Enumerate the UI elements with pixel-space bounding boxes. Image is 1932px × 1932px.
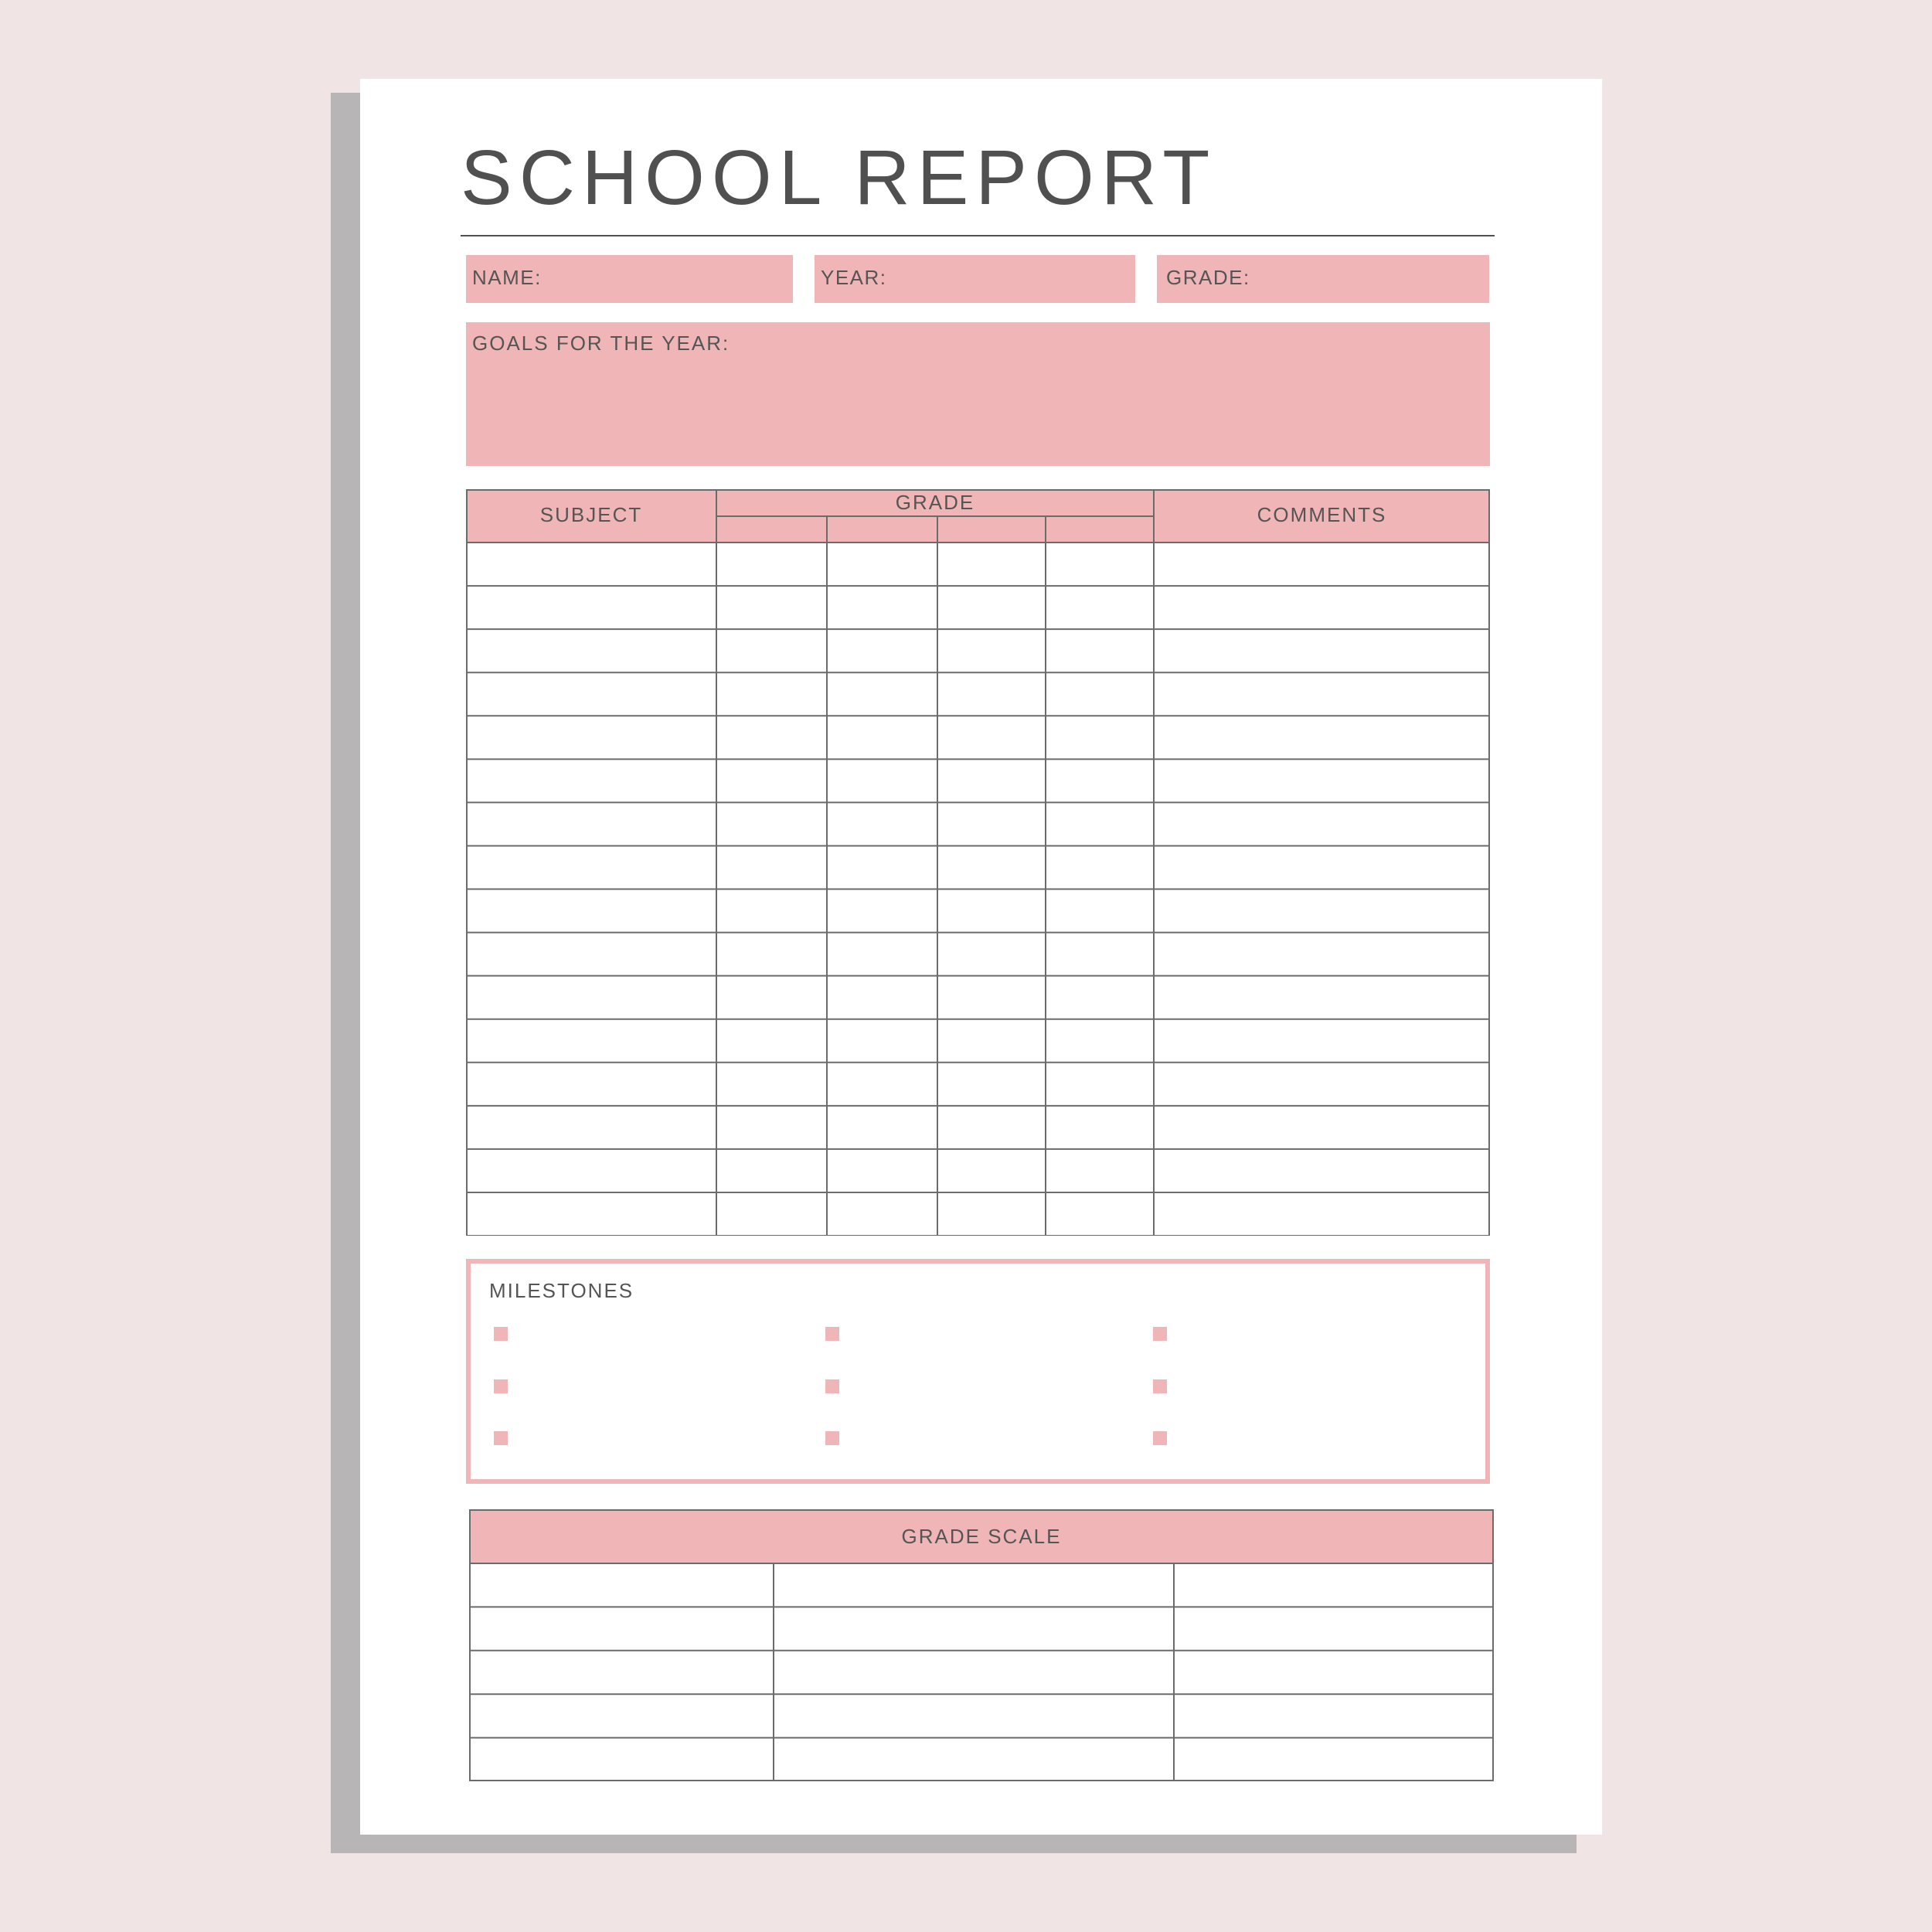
- comments-column-header: COMMENTS: [1257, 503, 1387, 526]
- subject-cell[interactable]: [467, 587, 716, 628]
- subject-cell[interactable]: [467, 630, 716, 672]
- subjects-table: [466, 489, 1490, 1236]
- grade-cell[interactable]: [717, 977, 826, 1019]
- grade-cell[interactable]: [828, 977, 937, 1019]
- grade-cell[interactable]: [938, 1193, 1045, 1235]
- grade-cell[interactable]: [938, 543, 1045, 585]
- grade-cell[interactable]: [717, 760, 826, 801]
- goals-field[interactable]: [466, 322, 1490, 466]
- grade-scale-cell[interactable]: [1175, 1564, 1493, 1606]
- grade-scale-cell[interactable]: [470, 1651, 773, 1693]
- grade-cell[interactable]: [938, 760, 1045, 801]
- grade-column-header: GRADE: [895, 491, 975, 514]
- grade-cell[interactable]: [828, 630, 937, 672]
- comments-cell[interactable]: [1155, 630, 1489, 672]
- milestone-checkbox[interactable]: [1153, 1431, 1167, 1445]
- comments-cell[interactable]: [1155, 760, 1489, 801]
- grade-cell[interactable]: [1046, 716, 1153, 758]
- grade-cell[interactable]: [828, 760, 937, 801]
- grade-cell[interactable]: [1046, 1063, 1153, 1105]
- grade-scale-cell[interactable]: [1175, 1651, 1493, 1693]
- year-label: YEAR:: [821, 266, 887, 289]
- grade-cell[interactable]: [717, 890, 826, 932]
- grade-cell[interactable]: [1046, 1150, 1153, 1192]
- grade-cell[interactable]: [828, 716, 937, 758]
- grade-cell[interactable]: [828, 543, 937, 585]
- name-field[interactable]: [466, 255, 793, 303]
- goals-label: GOALS FOR THE YEAR:: [472, 332, 730, 355]
- grade-cell[interactable]: [938, 673, 1045, 715]
- grade-label: GRADE:: [1166, 266, 1250, 289]
- grade-scale-cell[interactable]: [774, 1739, 1173, 1781]
- milestones-title: MILESTONES: [489, 1279, 634, 1302]
- subject-cell[interactable]: [467, 1020, 716, 1062]
- title-divider: [461, 235, 1495, 236]
- grade-cell[interactable]: [1046, 934, 1153, 975]
- grade-cell[interactable]: [828, 890, 937, 932]
- grade-cell[interactable]: [1046, 1193, 1153, 1235]
- grade-cell[interactable]: [938, 934, 1045, 975]
- subject-cell[interactable]: [467, 1193, 716, 1235]
- subject-cell[interactable]: [467, 1150, 716, 1192]
- subject-cell[interactable]: [467, 846, 716, 888]
- comments-cell[interactable]: [1155, 890, 1489, 932]
- comments-cell[interactable]: [1155, 587, 1489, 628]
- report-page: [360, 79, 1602, 1835]
- grade-cell[interactable]: [1046, 977, 1153, 1019]
- grade-scale-header: GRADE SCALE: [901, 1525, 1062, 1548]
- milestone-checkbox[interactable]: [1153, 1379, 1167, 1393]
- comments-cell[interactable]: [1155, 1063, 1489, 1105]
- milestone-checkbox[interactable]: [1153, 1327, 1167, 1341]
- subject-cell[interactable]: [467, 977, 716, 1019]
- grade-cell[interactable]: [717, 587, 826, 628]
- comments-cell[interactable]: [1155, 543, 1489, 585]
- grade-cell[interactable]: [1046, 543, 1153, 585]
- grade-cell[interactable]: [938, 846, 1045, 888]
- subject-cell[interactable]: [467, 716, 716, 758]
- grade-scale-cell[interactable]: [1175, 1695, 1493, 1736]
- grade-cell[interactable]: [717, 630, 826, 672]
- grade-cell[interactable]: [717, 1107, 826, 1148]
- comments-cell[interactable]: [1155, 977, 1489, 1019]
- comments-cell[interactable]: [1155, 846, 1489, 888]
- grade-scale-table: [469, 1509, 1494, 1781]
- subject-column-header: SUBJECT: [539, 503, 643, 526]
- grade-cell[interactable]: [828, 1150, 937, 1192]
- grade-cell[interactable]: [828, 1193, 937, 1235]
- grade-scale-cell[interactable]: [470, 1695, 773, 1736]
- grade-scale-cell[interactable]: [470, 1564, 773, 1606]
- grade-cell[interactable]: [828, 803, 937, 845]
- comments-cell[interactable]: [1155, 1193, 1489, 1235]
- grade-cell[interactable]: [717, 543, 826, 585]
- milestone-checkbox[interactable]: [494, 1327, 508, 1341]
- grade-scale-cell[interactable]: [470, 1739, 773, 1781]
- grade-scale-cell[interactable]: [470, 1607, 773, 1649]
- grade-scale-cell[interactable]: [774, 1695, 1173, 1736]
- grade-cell[interactable]: [717, 846, 826, 888]
- grade-cell[interactable]: [1046, 673, 1153, 715]
- milestone-checkbox[interactable]: [494, 1431, 508, 1445]
- grade-cell[interactable]: [938, 587, 1045, 628]
- grade-cell[interactable]: [938, 1063, 1045, 1105]
- grade-cell[interactable]: [938, 1020, 1045, 1062]
- grade-scale-cell[interactable]: [1175, 1607, 1493, 1649]
- grade-cell[interactable]: [938, 890, 1045, 932]
- grade-cell[interactable]: [717, 803, 826, 845]
- grade-cell[interactable]: [938, 1107, 1045, 1148]
- comments-cell[interactable]: [1155, 716, 1489, 758]
- grade-cell[interactable]: [1046, 803, 1153, 845]
- grade-scale-cell[interactable]: [774, 1651, 1173, 1693]
- grade-cell[interactable]: [717, 1193, 826, 1235]
- grade-cell[interactable]: [1046, 1020, 1153, 1062]
- subject-cell[interactable]: [467, 1107, 716, 1148]
- subject-cell[interactable]: [467, 890, 716, 932]
- grade-scale-cell[interactable]: [774, 1607, 1173, 1649]
- page-title: SCHOOL REPORT: [461, 134, 1217, 221]
- grade-field[interactable]: [1157, 255, 1489, 303]
- grade-cell[interactable]: [1046, 1107, 1153, 1148]
- grade-cell[interactable]: [1046, 587, 1153, 628]
- grade-cell[interactable]: [1046, 760, 1153, 801]
- comments-cell[interactable]: [1155, 1020, 1489, 1062]
- name-label: NAME:: [472, 266, 542, 289]
- subjects-table-grid: [466, 489, 1490, 1236]
- grade-cell[interactable]: [828, 673, 937, 715]
- comments-cell[interactable]: [1155, 1150, 1489, 1192]
- grade-cell[interactable]: [828, 587, 937, 628]
- grade-cell[interactable]: [717, 1150, 826, 1192]
- grade-cell[interactable]: [828, 846, 937, 888]
- milestone-checkbox[interactable]: [825, 1379, 839, 1393]
- milestone-checkbox[interactable]: [494, 1379, 508, 1393]
- grade-scale-cell[interactable]: [774, 1564, 1173, 1606]
- subject-cell[interactable]: [467, 934, 716, 975]
- grade-scale-cell[interactable]: [1175, 1739, 1493, 1781]
- year-field[interactable]: [815, 255, 1135, 303]
- grade-cell[interactable]: [938, 803, 1045, 845]
- subject-cell[interactable]: [467, 1063, 716, 1105]
- comments-cell[interactable]: [1155, 934, 1489, 975]
- grade-cell[interactable]: [828, 1107, 937, 1148]
- grade-cell[interactable]: [828, 1063, 937, 1105]
- grade-scale-grid: [469, 1509, 1494, 1781]
- milestones-box: [466, 1259, 1490, 1484]
- grade-cell[interactable]: [938, 630, 1045, 672]
- grade-cell[interactable]: [1046, 890, 1153, 932]
- grade-cell[interactable]: [1046, 846, 1153, 888]
- subject-cell[interactable]: [467, 760, 716, 801]
- milestone-checkbox[interactable]: [825, 1431, 839, 1445]
- grade-cell[interactable]: [938, 716, 1045, 758]
- grade-cell[interactable]: [1046, 630, 1153, 672]
- comments-cell[interactable]: [1155, 803, 1489, 845]
- grade-cell[interactable]: [828, 934, 937, 975]
- subject-cell[interactable]: [467, 803, 716, 845]
- grade-cell[interactable]: [938, 977, 1045, 1019]
- comments-cell[interactable]: [1155, 1107, 1489, 1148]
- subject-cell[interactable]: [467, 673, 716, 715]
- grade-cell[interactable]: [938, 1150, 1045, 1192]
- subject-cell[interactable]: [467, 543, 716, 585]
- comments-cell[interactable]: [1155, 673, 1489, 715]
- grade-cell[interactable]: [717, 716, 826, 758]
- grade-cell[interactable]: [717, 1020, 826, 1062]
- grade-cell[interactable]: [717, 673, 826, 715]
- grade-cell[interactable]: [717, 934, 826, 975]
- milestone-checkbox[interactable]: [825, 1327, 839, 1341]
- grade-cell[interactable]: [717, 1063, 826, 1105]
- grade-cell[interactable]: [828, 1020, 937, 1062]
